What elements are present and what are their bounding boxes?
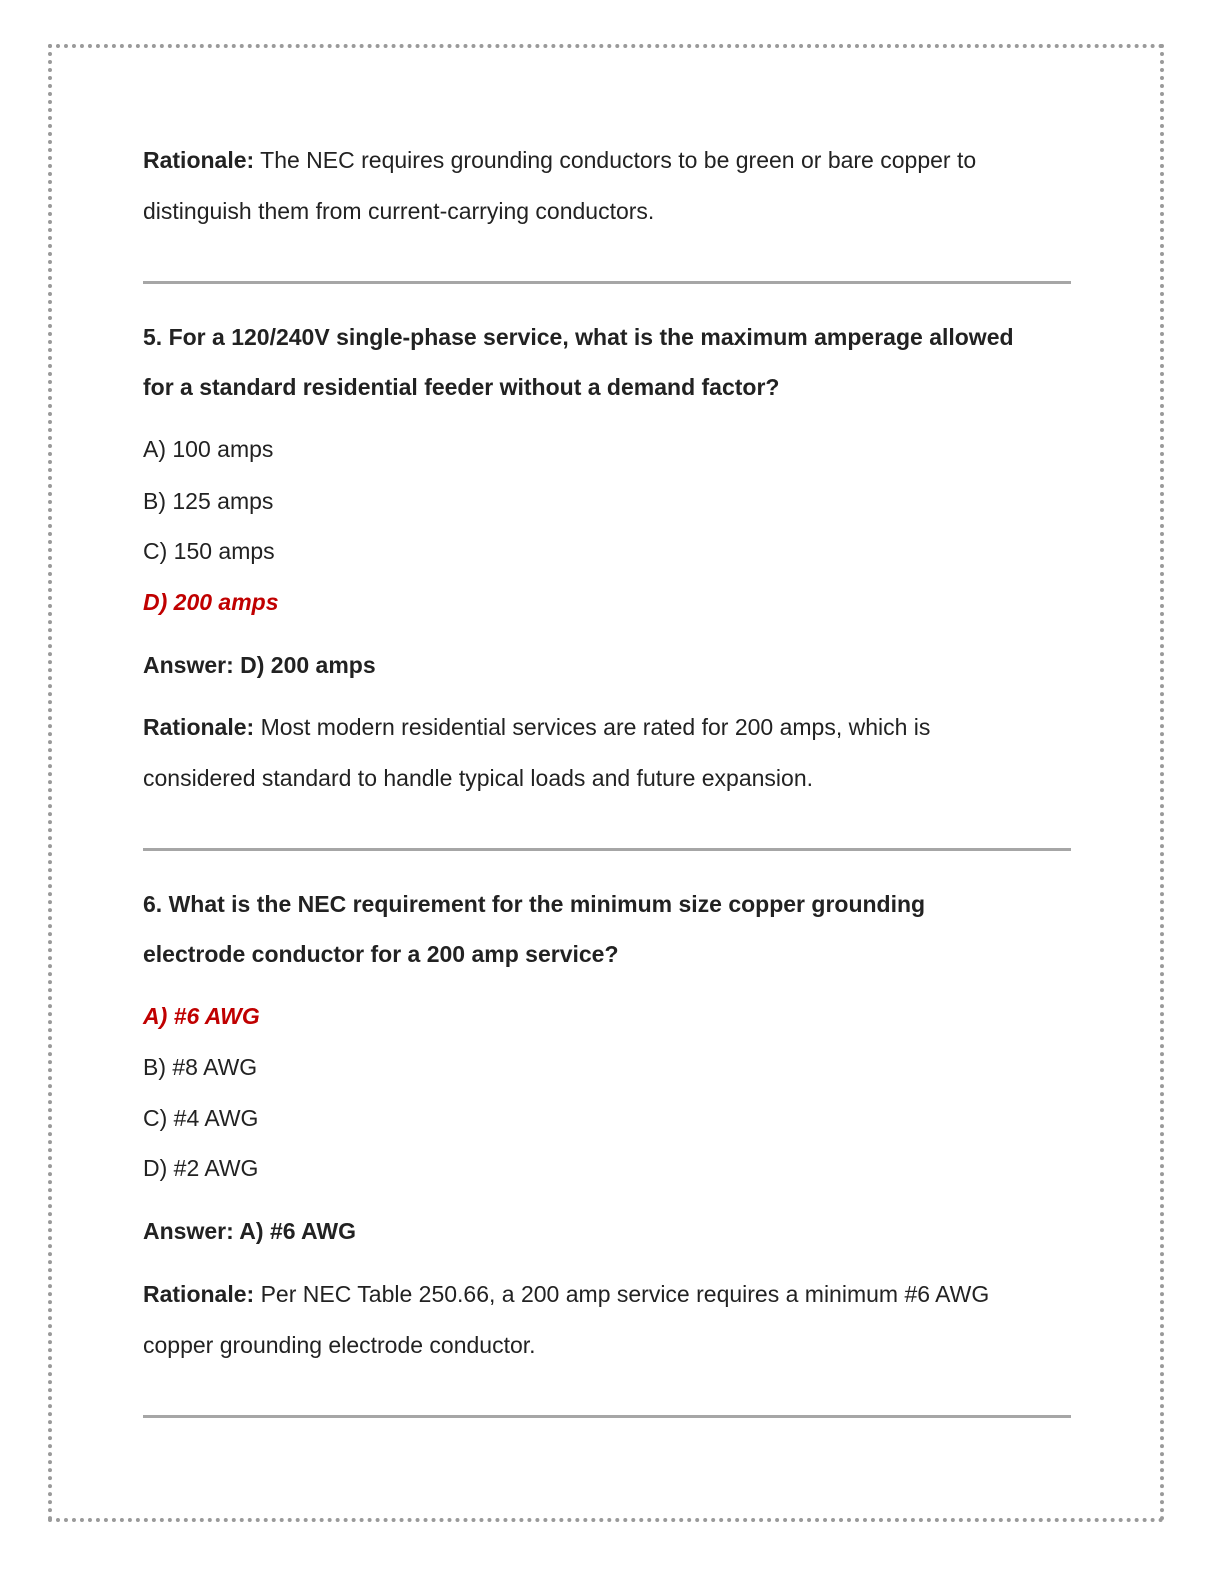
question-6-option-b: B) #8 AWG xyxy=(143,1054,258,1080)
question-5-rationale-line2: considered standard to handle typical loads and future expansion. xyxy=(143,765,814,791)
question-5-rationale xyxy=(143,702,1073,753)
rationale-q4 xyxy=(143,135,1073,186)
question-5-option-b: B) 125 amps xyxy=(143,488,274,514)
question-5-option-a: A) 100 amps xyxy=(143,436,274,462)
divider xyxy=(143,281,1071,284)
divider xyxy=(143,848,1071,851)
rationale-q4-line2: distinguish them from current-carrying conductors. xyxy=(143,198,655,224)
question-5-option-d-correct: D) 200 amps xyxy=(143,589,279,615)
question-6-option-a-correct: A) #6 AWG xyxy=(143,1003,260,1029)
question-5-answer: Answer: D) 200 amps xyxy=(143,652,376,678)
question-5-text-line2: for a standard residential feeder without a demand factor? xyxy=(143,374,780,400)
question-6-answer: Answer: A) #6 AWG xyxy=(143,1218,356,1244)
question-6-rationale xyxy=(143,1269,1073,1320)
divider xyxy=(143,1415,1071,1418)
rationale-label: Rationale: xyxy=(143,1281,255,1307)
question-6-option-d: D) #2 AWG xyxy=(143,1155,259,1181)
question-6-text-line2: electrode conductor for a 200 amp service? xyxy=(143,941,619,967)
question-6-option-c: C) #4 AWG xyxy=(143,1105,259,1131)
question-6-text: 6. What is the NEC requirement for the minimum size copper grounding xyxy=(143,891,926,917)
question-5-text: 5. For a 120/240V single-phase service, what is the maximum amperage allowed xyxy=(143,324,1014,350)
rationale-label: Rationale: xyxy=(143,714,255,740)
rationale-text: Most modern residential services are rated for 200 amps, which is xyxy=(254,714,931,740)
question-5-option-c: C) 150 amps xyxy=(143,538,275,564)
rationale-text: Per NEC Table 250.66, a 200 amp service requires a minimum #6 AWG xyxy=(254,1281,990,1307)
rationale-label: Rationale: xyxy=(143,147,255,173)
question-6-rationale-line2: copper grounding electrode conductor. xyxy=(143,1332,536,1358)
rationale-text: The NEC requires grounding conductors to be green or bare copper to xyxy=(254,147,977,173)
